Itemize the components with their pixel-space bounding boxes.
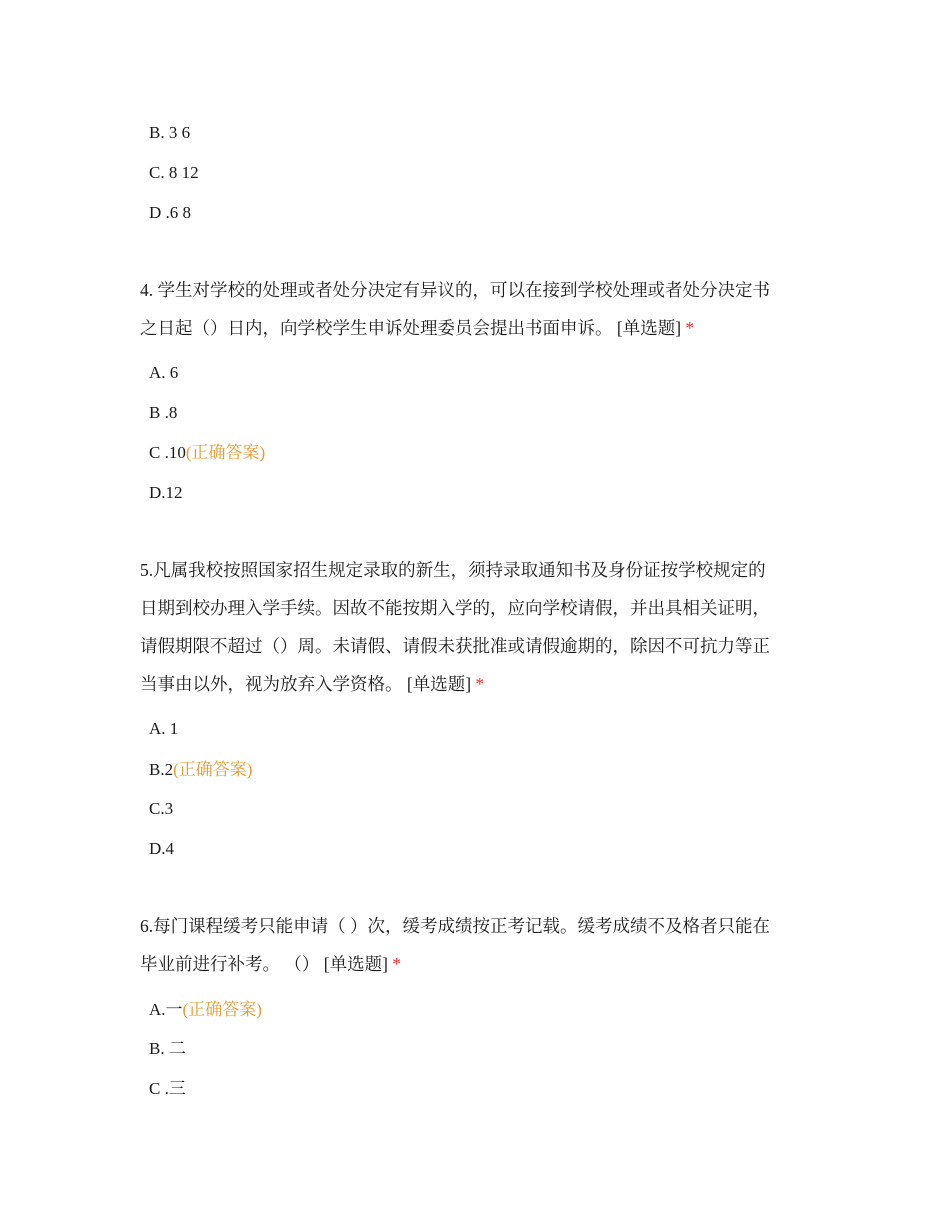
q5-option-c	[149, 798, 173, 820]
q6-option-c	[149, 1078, 186, 1100]
q5-option-b	[149, 759, 252, 781]
q5-text-line-2: 日期到校办理入学手续。因故不能按期入学的，应向学校请假，并出具相关证明，	[140, 598, 770, 618]
correct-answer-marker: (正确答案)	[185, 443, 266, 462]
q4-text-line-2-content: 之日起（）日内，向学校学生申诉处理委员会提出书面申诉。 [单选题]	[140, 318, 682, 338]
q5-text-line-1: 5.凡属我校按照国家招生规定录取的新生，须持录取通知书及身份证按学校规定的	[140, 560, 766, 580]
q6-required-star: *	[392, 954, 402, 974]
q3-option-b: B. 3 6	[149, 123, 191, 142]
q6-option-a-text: A.一	[149, 1000, 183, 1019]
q4-option-c-text: C .10	[149, 443, 186, 462]
q6-text-line-1: 6.每门课程缓考只能申请（ ）次，缓考成绩按正考记载。缓考成绩不及格者只能在	[140, 916, 770, 936]
q3-option-c: C. 8 12	[149, 163, 199, 182]
q4-text-line-1: 4. 学生对学校的处理或者处分决定有异议的，可以在接到学校处理或者处分决定书	[140, 280, 770, 300]
q5-text-line-4	[140, 672, 484, 696]
q6-option-c-text: C .三	[149, 1079, 186, 1098]
q5-text-line-4-content: 当事由以外，视为放弃入学资格。 [单选题]	[140, 674, 472, 694]
q5-required-star: *	[475, 674, 485, 694]
q4-option-d-text: D.12	[149, 483, 183, 502]
correct-answer-marker: (正确答案)	[173, 760, 253, 779]
q4-required-star: *	[685, 318, 695, 338]
q6-option-b-text: B. 二	[149, 1039, 186, 1058]
q5-option-b-text: B.2	[149, 760, 174, 779]
q6-text-line-2	[140, 952, 401, 976]
q4-option-b-text: B .8	[149, 403, 178, 422]
q3-option-d: D .6 8	[149, 203, 192, 222]
q5-option-a-text: A. 1	[149, 719, 179, 738]
q4-text-line-2	[140, 316, 694, 340]
q5-option-c-text: C.3	[149, 799, 174, 818]
q4-option-b	[149, 402, 177, 424]
q6-option-b	[149, 1038, 186, 1060]
correct-answer-marker: (正确答案)	[182, 1000, 262, 1019]
q4-option-c	[149, 442, 265, 464]
q5-option-a	[149, 718, 178, 740]
q5-option-d	[149, 838, 174, 860]
q6-text-line-2-content: 毕业前进行补考。 （） [单选题]	[140, 954, 388, 974]
q5-option-d-text: D.4	[149, 839, 175, 858]
q4-option-a	[149, 362, 178, 384]
q6-option-a	[149, 999, 262, 1021]
q4-option-a-text: A. 6	[149, 363, 179, 382]
q4-option-d	[149, 482, 183, 504]
q5-text-line-3: 请假期限不超过（）周。未请假、请假未获批准或请假逾期的，除因不可抗力等正	[140, 636, 770, 656]
